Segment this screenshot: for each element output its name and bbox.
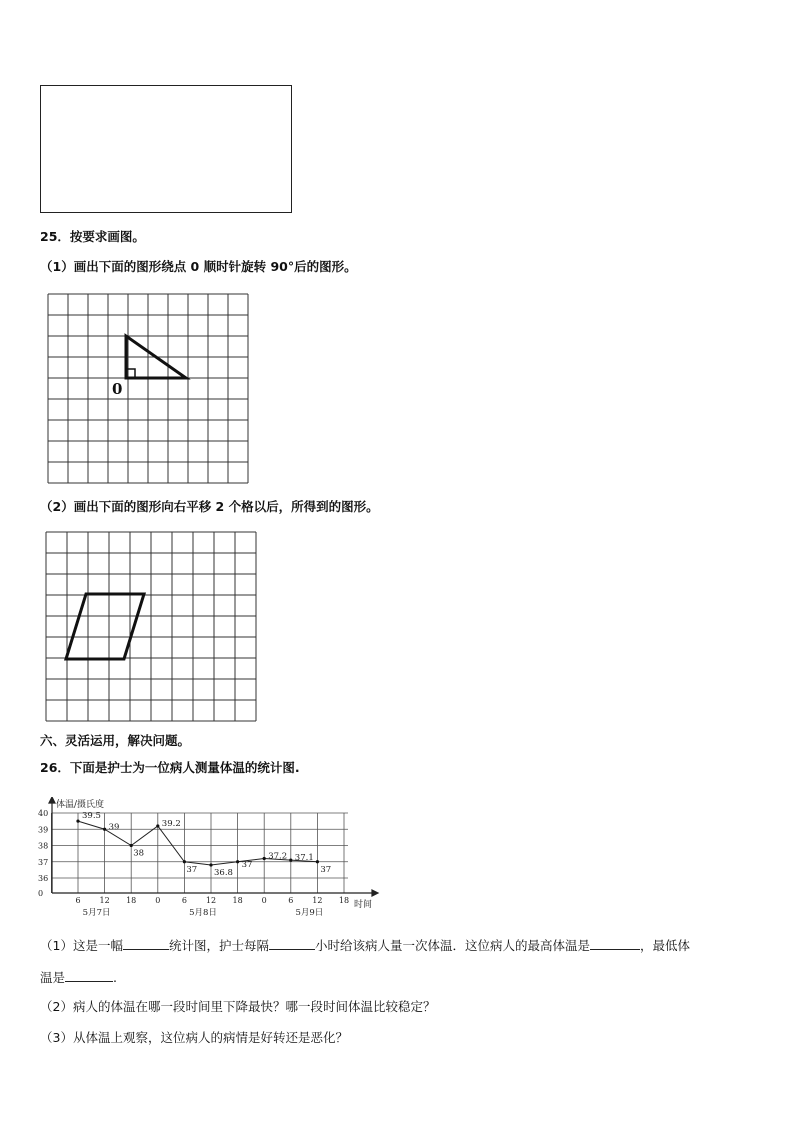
parallelogram [66,594,144,659]
answer-box [40,85,292,213]
data-point [209,863,212,866]
data-value-label: 37 [320,864,332,875]
day-label: 5月8日 [189,908,217,918]
data-point [103,828,106,831]
q1-text-b: 统计图，护士每隔 [168,938,269,953]
data-value-label: 38 [133,848,145,859]
question-26-title: 26．下面是护士为一位病人测量体温的统计图. [40,760,300,775]
data-value-label: 37 [241,859,253,870]
answer-blank-max-temp[interactable] [590,937,640,950]
x-axis-label: 时间 [354,900,373,910]
x-tick-label: 18 [338,896,350,905]
question-26-part-1-cont [40,969,117,986]
question-26-part-1 [40,937,690,954]
y-tick-label: 0 [38,889,44,898]
q1-text-e: 温是 [40,970,66,985]
q1-text-c: 小时给该病人量一次体温．这位病人的最高体温是 [314,938,590,953]
data-point [183,860,186,863]
answer-blank-min-temp[interactable] [65,969,113,982]
rotation-grid [44,290,250,486]
x-tick-label: 12 [312,896,323,905]
data-value-label: 37.2 [268,851,288,862]
q1-text-f: . [113,970,117,985]
rotation-point-label: 0 [112,380,123,398]
question-26-part-3: （3）从体温上观察，这位病人的病情是好转还是恶化？ [40,1030,348,1045]
y-tick-label: 37 [38,857,49,867]
temperature-chart [36,797,382,923]
question-25-part-2: （2）画出下面的图形向右平移 2 个格以后，所得到的图形。 [40,499,379,514]
data-point [130,844,133,847]
y-tick-label: 38 [38,841,49,851]
x-tick-label: 0 [155,896,161,905]
y-tick-label: 39 [38,825,49,835]
x-tick-label: 12 [99,896,110,905]
x-tick-label: 6 [181,896,187,905]
y-axis-label: 体温/摄氏度 [56,800,105,810]
x-tick-label: 12 [205,896,217,905]
question-25-title: 25．按要求画图。 [40,229,145,244]
question-25-part-1: （1）画出下面的图形绕点 0 顺时针旋转 90°后的图形。 [40,259,357,274]
data-point [76,820,79,823]
data-value-label: 36.8 [214,868,233,878]
answer-blank-interval[interactable] [269,937,315,950]
data-value-label: 39.2 [161,819,181,829]
day-label: 5月7日 [82,908,111,918]
y-tick-label: 36 [38,874,49,883]
x-tick-label: 18 [232,896,243,905]
answer-blank-chart-type[interactable] [123,937,169,950]
data-value-label: 39 [108,822,120,833]
x-tick-label: 0 [261,896,267,905]
data-point [156,824,159,827]
data-value-label: 37 [186,864,198,875]
q1-text-d: ，最低体 [640,938,691,953]
x-tick-label: 18 [126,896,137,905]
day-label: 5月9日 [295,908,324,918]
q1-text-a: （1）这是一幅 [40,938,123,953]
data-value-label: 39.5 [82,811,101,822]
data-point [263,857,266,860]
x-tick-label: 6 [75,896,81,905]
data-point [316,860,319,863]
translation-grid [44,530,262,724]
x-tick-label: 6 [288,896,294,905]
question-26-part-2: （2）病人的体温在哪一段时间里下降最快？哪一段时间体温比较稳定？ [40,999,436,1014]
data-value-label: 37.1 [294,853,314,864]
y-tick-label: 40 [38,809,49,818]
data-point [236,860,239,863]
section-6-title: 六、灵活运用，解决问题。 [40,733,191,748]
data-point [289,859,292,862]
